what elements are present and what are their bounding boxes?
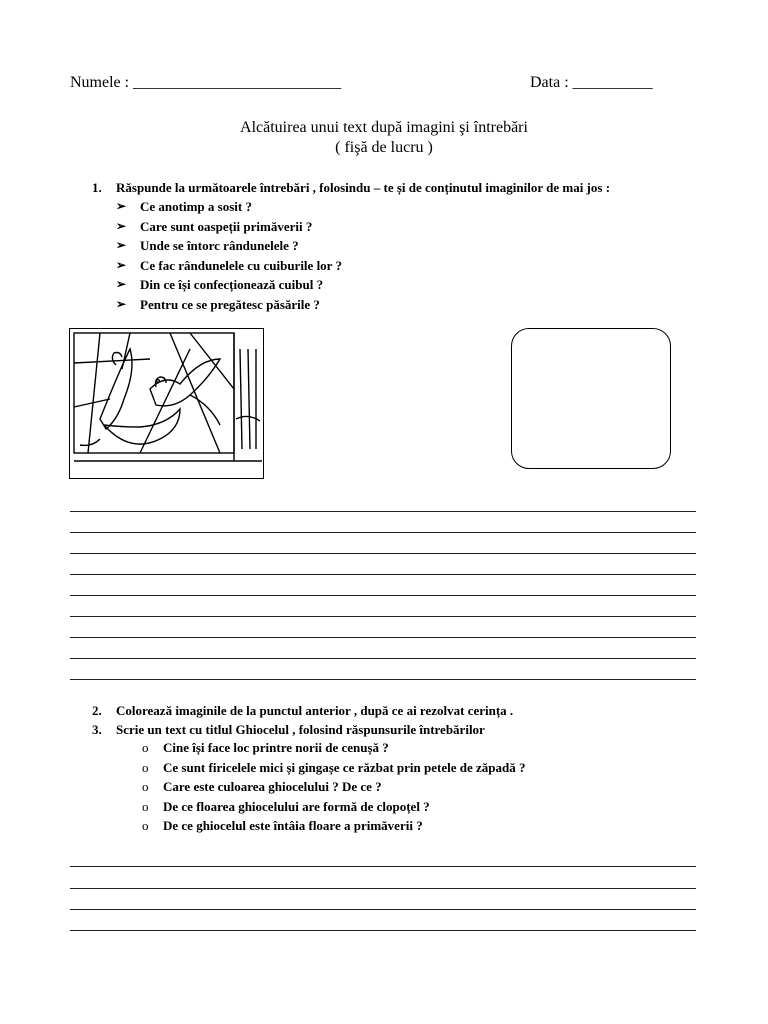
answer-line — [70, 888, 696, 889]
answer-line — [70, 511, 696, 512]
list-item: ➢ Din ce își confecționează cuibul ? — [116, 275, 342, 295]
task-3-number: 3. — [92, 722, 102, 737]
answer-line — [70, 595, 696, 596]
task-1 — [92, 178, 610, 198]
answer-line — [70, 658, 696, 659]
circle-bullet-icon: o — [142, 740, 149, 755]
date-field-label: Data : __________ — [530, 74, 653, 91]
list-item: ➢ Care sunt oaspeții primăverii ? — [116, 217, 342, 237]
arrow-bullet-icon: ➢ — [116, 218, 127, 233]
answer-line — [70, 532, 696, 533]
answer-line — [70, 909, 696, 910]
task-1-text: Răspunde la următoarele întrebări , folosindu – te și de conținutul imaginilor de mai jos : — [116, 180, 611, 195]
circle-bullet-icon: o — [142, 779, 149, 795]
list-item: o Ce sunt firicelele mici și gingașe ce răzbat prin petele de zăpadă ? — [142, 758, 526, 778]
title-subtitle: ( fişă de lucru ) — [335, 139, 433, 156]
swallows-nest-drawing-icon — [69, 328, 264, 479]
list-item: ➢ Pentru ce se pregătesc păsările ? — [116, 295, 342, 315]
answer-line — [70, 637, 696, 638]
empty-rounded-box-icon — [511, 328, 671, 469]
name-field-label: Numele : __________________________ — [70, 74, 342, 91]
task-2 — [92, 701, 513, 721]
answer-line — [70, 553, 696, 554]
answer-line — [70, 866, 696, 867]
task-3-text: Scrie un text cu titlul Ghiocelul , folosind răspunsurile întrebărilor — [116, 722, 485, 737]
list-item: o De ce ghiocelul este întâia floare a primăverii ? — [142, 816, 526, 836]
arrow-bullet-icon: ➢ — [116, 238, 127, 253]
arrow-bullet-icon: ➢ — [116, 296, 127, 311]
list-item: ➢ Ce anotimp a sosit ? — [116, 197, 342, 217]
drawing-illustration — [70, 329, 262, 477]
circle-bullet-icon: o — [142, 759, 149, 775]
task-1-questions — [116, 197, 342, 315]
task-2-text: Colorează imaginile de la punctul anterior , după ce ai rezolvat cerința . — [116, 703, 514, 718]
answer-line — [70, 679, 696, 680]
arrow-bullet-icon: ➢ — [116, 257, 127, 272]
answer-line — [70, 574, 696, 575]
task-1-number: 1. — [92, 180, 102, 195]
list-item: o De ce floarea ghiocelului are formă de clopoțel ? — [142, 797, 526, 817]
list-item: ➢ Unde se întorc rândunelele ? — [116, 236, 342, 256]
title-main: Alcătuirea unui text după imagini şi întrebări — [240, 119, 528, 136]
worksheet-header — [70, 74, 670, 96]
answer-line — [70, 930, 696, 931]
task-3-questions — [142, 738, 526, 836]
arrow-bullet-icon: ➢ — [116, 199, 127, 213]
list-item: o Care este culoarea ghiocelului ? De ce ? — [142, 777, 526, 797]
task-2-number: 2. — [92, 703, 102, 718]
list-item: ➢ Ce fac rândunelele cu cuiburile lor ? — [116, 256, 342, 276]
list-item: o Cine își face loc printre norii de cenușă ? — [142, 738, 526, 758]
arrow-bullet-icon: ➢ — [116, 277, 127, 292]
worksheet-title — [0, 118, 768, 158]
task-3 — [92, 720, 485, 740]
circle-bullet-icon: o — [142, 798, 149, 814]
answer-line — [70, 616, 696, 617]
circle-bullet-icon: o — [142, 818, 149, 834]
